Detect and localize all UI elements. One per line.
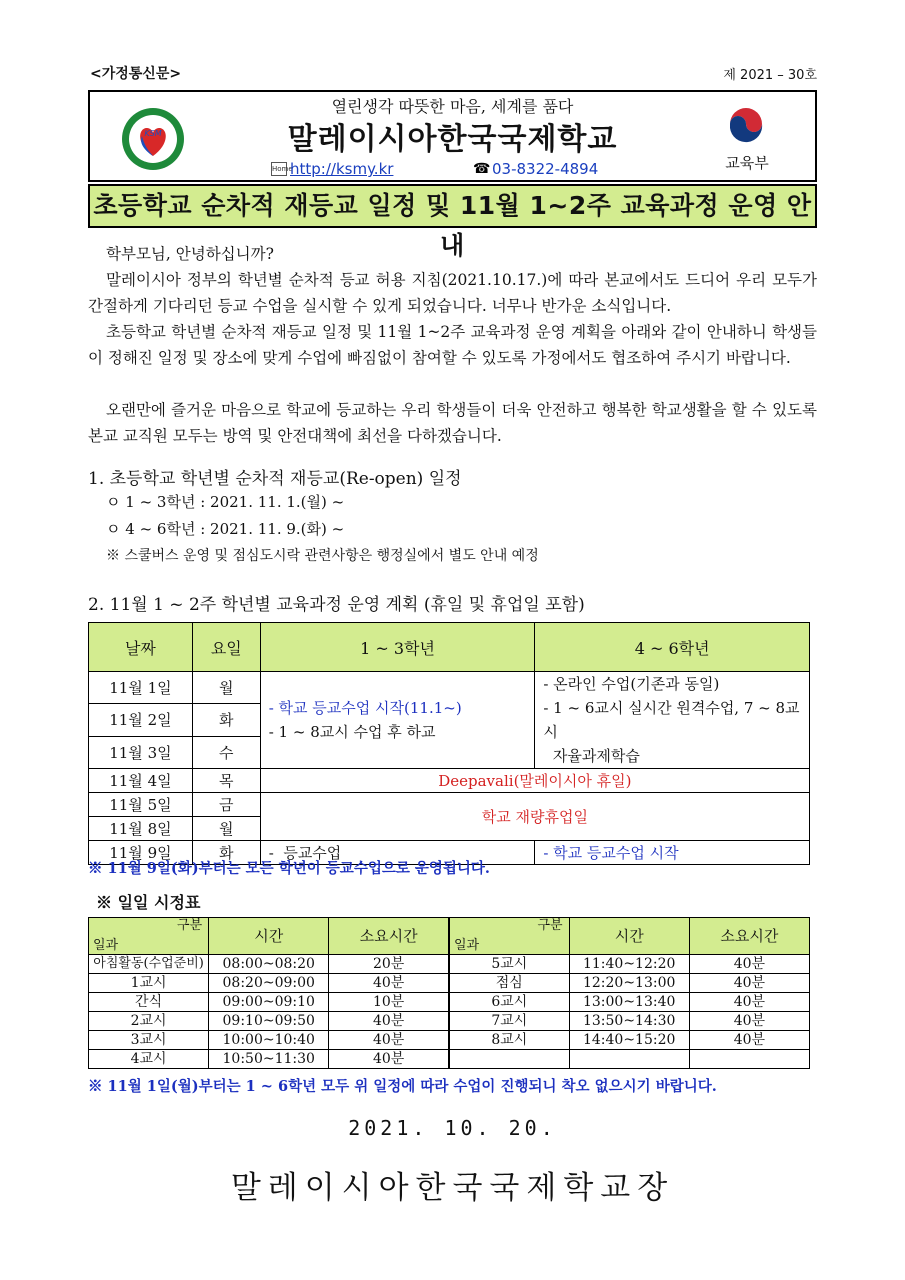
period-name: 아침활동(수업준비) xyxy=(89,955,209,974)
homepage-link[interactable]: http://ksmy.kr xyxy=(290,160,394,178)
table-row xyxy=(89,769,810,793)
home-icon: Home xyxy=(271,162,287,176)
period-name: 간식 xyxy=(89,993,209,1012)
principal-signature: 말레이시아한국국제학교장 xyxy=(230,1170,675,1206)
greeting-paragraph: 학부모님, 안녕하십니까? xyxy=(106,245,274,263)
empty-cell xyxy=(689,1050,809,1069)
period-time: 12:20~13:00 xyxy=(569,974,689,993)
body-paragraph-3: 오랜만에 즐거운 마음으로 학교에 등교하는 우리 학생들이 더욱 안전하고 행복한 학교생활을 할 수 있도록 본교 교직원 모두는 방역 및 안전대책에 최선을 다하겠습니다. xyxy=(88,401,817,445)
issue-number: 제 2021 – 30호 xyxy=(723,68,817,83)
timetable-title: ※ 일일 시정표 xyxy=(96,893,201,912)
logo-text: KSM xyxy=(144,129,162,138)
period-name: 6교시 xyxy=(449,993,569,1012)
period-duration: 40분 xyxy=(689,974,809,993)
row-date: 11월 1일 xyxy=(89,672,193,704)
newsletter-label: <가정통신문> xyxy=(90,66,182,82)
schedule-note: ※ 스쿨버스 운영 및 점심도시락 관련사항은 행정실에서 별도 안내 예정 xyxy=(106,548,539,564)
row-date: 11월 3일 xyxy=(89,736,193,768)
row-date: 11월 9일 xyxy=(89,841,193,865)
header-time: 시간 xyxy=(569,918,689,955)
period-time: 08:00~08:20 xyxy=(209,955,329,974)
diagonal-header xyxy=(89,918,209,955)
diagonal-header xyxy=(449,918,569,955)
period-name: 5교시 xyxy=(449,955,569,974)
table-row xyxy=(89,1031,810,1050)
table-row xyxy=(89,1012,810,1031)
table-row xyxy=(89,955,810,974)
empty-cell xyxy=(569,1050,689,1069)
period-duration: 40분 xyxy=(329,1031,449,1050)
table-row xyxy=(89,793,810,817)
period-time: 09:10~09:50 xyxy=(209,1012,329,1031)
period-time: 13:50~14:30 xyxy=(569,1012,689,1031)
table-row xyxy=(89,1050,810,1069)
plan-line: - 1 ~ 8교시 수업 후 하교 xyxy=(268,723,436,741)
period-duration: 10분 xyxy=(329,993,449,1012)
period-duration: 40분 xyxy=(329,974,449,993)
diag-activity-label: 일과 xyxy=(453,938,480,953)
school-slogan: 열린생각 따뜻한 마음, 세계를 품다 xyxy=(331,97,574,116)
period-name: 1교시 xyxy=(89,974,209,993)
plan-line: - 온라인 수업(기존과 동일) xyxy=(543,675,720,693)
school-header xyxy=(88,90,817,182)
row-day: 수 xyxy=(192,736,260,768)
phone-number: 03-8322-4894 xyxy=(492,160,599,178)
header-duration: 소요시간 xyxy=(329,918,449,955)
period-duration: 40분 xyxy=(329,1012,449,1031)
ministry-emblem-icon xyxy=(726,106,766,146)
period-duration: 40분 xyxy=(329,1050,449,1069)
period-time: 09:00~09:10 xyxy=(209,993,329,1012)
table-row xyxy=(89,672,810,704)
diag-category-label: 구분 xyxy=(537,918,563,933)
schedule-item-grades-1-3: ㅇ 1 ~ 3학년 : 2021. 11. 1.(월) ~ xyxy=(106,493,345,511)
grades-1-3-nov9-plan: - 등교수업 xyxy=(260,841,535,865)
period-name: 8교시 xyxy=(449,1031,569,1050)
row-date: 11월 8일 xyxy=(89,817,193,841)
header-grades-4-6: 4 ~ 6학년 xyxy=(535,623,810,672)
period-duration: 40분 xyxy=(689,1012,809,1031)
schedule-item-grades-4-6: ㅇ 4 ~ 6학년 : 2021. 11. 9.(화) ~ xyxy=(106,520,345,538)
row-day: 화 xyxy=(192,841,260,865)
period-duration: 40분 xyxy=(689,993,809,1012)
period-duration: 20분 xyxy=(329,955,449,974)
table-row xyxy=(89,974,810,993)
empty-cell xyxy=(449,1050,569,1069)
period-duration: 40분 xyxy=(689,955,809,974)
timetable-note: ※ 11월 1일(월)부터는 1 ~ 6학년 모두 위 일정에 따라 수업이 진행되니 착오 없으시기 바랍니다. xyxy=(88,1078,717,1095)
diag-category-label: 구분 xyxy=(177,918,203,933)
header-day: 요일 xyxy=(192,623,260,672)
grades-4-6-week1-plan xyxy=(535,672,810,769)
timetable-header-row xyxy=(89,918,810,955)
body-paragraph-2: 초등학교 학년별 순차적 재등교 일정 및 11월 1~2주 교육과정 운영 계획을 아래와 같이 안내하니 학생들이 정해진 일정 및 장소에 맞게 수업에 빠짐없이 참여할 수 있도록 가정에서도 협조하여 주시기 바랍니다. xyxy=(88,323,817,367)
ministry-name: 교육부 xyxy=(725,154,769,172)
row-day: 금 xyxy=(192,793,260,817)
school-closure-cell: 학교 재량휴업일 xyxy=(260,793,809,841)
period-name: 7교시 xyxy=(449,1012,569,1031)
period-duration: 40분 xyxy=(689,1031,809,1050)
period-time: 10:00~10:40 xyxy=(209,1031,329,1050)
document-title: 초등학교 순차적 재등교 일정 및 11월 1~2주 교육과정 운영 안내 xyxy=(88,184,817,228)
row-day: 월 xyxy=(192,817,260,841)
row-date: 11월 5일 xyxy=(89,793,193,817)
table-row xyxy=(89,993,810,1012)
diag-activity-label: 일과 xyxy=(93,938,119,953)
phone-icon: ☎ xyxy=(473,161,491,177)
period-name: 4교시 xyxy=(89,1050,209,1069)
header-duration: 소요시간 xyxy=(689,918,809,955)
period-name: 점심 xyxy=(449,974,569,993)
all-grades-note: ※ 11월 9일(화)부터는 모든 학년이 등교수업으로 운영됩니다. xyxy=(88,860,490,877)
plan-line: - 학교 등교수업 시작(11.1~) xyxy=(268,699,462,717)
plan-line: - 1 ~ 6교시 실시간 원격수업, 7 ~ 8교시 xyxy=(543,699,800,741)
school-name: 말레이시아한국국제학교 xyxy=(287,122,618,157)
body-paragraph-1: 말레이시아 정부의 학년별 순차적 등교 허용 지침(2021.10.17.)에 따라 본교에서도 드디어 우리 모두가 간절하게 기다리던 등교 수업을 실시할 수 있게 되었습니다. 너무나 반가운 소식입니다. xyxy=(88,271,817,315)
plan-line: 자율과제학습 xyxy=(543,747,640,765)
header-grades-1-3: 1 ~ 3학년 xyxy=(260,623,535,672)
period-name: 3교시 xyxy=(89,1031,209,1050)
daily-timetable xyxy=(88,917,810,1069)
header-time: 시간 xyxy=(209,918,329,955)
issue-date: 2021. 10. 20. xyxy=(348,1116,557,1140)
section-1-title: 1. 초등학교 학년별 순차적 재등교(Re-open) 일정 xyxy=(88,469,462,489)
row-day: 월 xyxy=(192,672,260,704)
period-time: 14:40~15:20 xyxy=(569,1031,689,1050)
period-time: 10:50~11:30 xyxy=(209,1050,329,1069)
grades-4-6-nov9-plan: - 학교 등교수업 시작 xyxy=(535,841,810,865)
header-date: 날짜 xyxy=(89,623,193,672)
section-2-title: 2. 11월 1 ~ 2주 학년별 교육과정 운영 계획 (휴일 및 휴업일 포함) xyxy=(88,595,585,615)
curriculum-plan-table xyxy=(88,622,810,865)
row-day: 화 xyxy=(192,704,260,736)
period-name: 2교시 xyxy=(89,1012,209,1031)
period-time: 11:40~12:20 xyxy=(569,955,689,974)
table-header-row xyxy=(89,623,810,672)
holiday-cell: Deepavali(말레이시아 휴일) xyxy=(260,769,809,793)
row-day: 목 xyxy=(192,769,260,793)
grades-1-3-week1-plan xyxy=(260,672,535,769)
row-date: 11월 2일 xyxy=(89,704,193,736)
period-time: 13:00~13:40 xyxy=(569,993,689,1012)
row-date: 11월 4일 xyxy=(89,769,193,793)
period-time: 08:20~09:00 xyxy=(209,974,329,993)
